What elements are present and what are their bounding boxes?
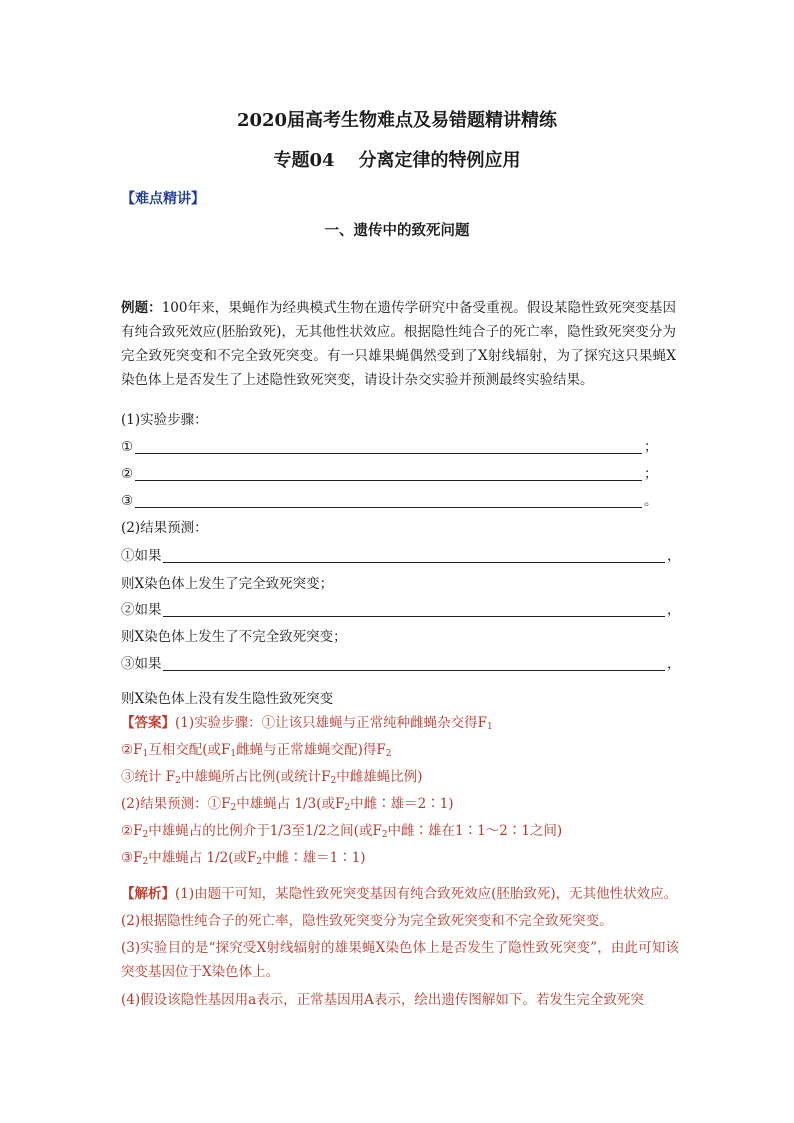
answer-line-5: $②F_2$中雄蝇占的比例介于1/3至1/2之间(或$F_2$中雌∶雄在1∶1～2∶1之间) bbox=[121, 823, 563, 840]
step-number: ① bbox=[121, 439, 134, 455]
step-row-3 bbox=[121, 491, 661, 511]
answer-line-2: $②F_1$互相交配(或$F_1$雌蝇与正常雄蝇交配)得$F_2$ bbox=[121, 742, 392, 759]
step-row-1 bbox=[121, 437, 661, 457]
step-number: ② bbox=[121, 466, 134, 482]
answer-blank bbox=[135, 507, 642, 508]
prediction-end-mark: ， bbox=[667, 548, 681, 564]
prediction-row-2 bbox=[121, 600, 681, 620]
step-end-mark: 。 bbox=[644, 493, 658, 509]
step-end-mark: ； bbox=[644, 466, 658, 482]
answer-blank bbox=[135, 480, 642, 481]
prediction-result-3: 则X染色体上没有发生隐性致死突变 bbox=[121, 691, 334, 707]
answer-blank bbox=[163, 562, 665, 563]
prediction-label: ③如果 bbox=[121, 656, 162, 672]
prediction-result-2: 则X染色体上发生了不完全致死突变； bbox=[121, 629, 347, 645]
answer-line-1: 【答案】(1)实验步骤：①让该只雄蝇与正常纯种雌蝇杂交得$F_1$ bbox=[121, 715, 493, 732]
answer-line-3: ③统计 $F_2$中雄蝇所占比例(或统计$F_2$中雌雄蝇比例) bbox=[121, 769, 423, 786]
example-paragraph bbox=[121, 296, 676, 392]
step-number: ③ bbox=[121, 493, 134, 509]
prediction-row-1 bbox=[121, 546, 681, 566]
prediction-row-3 bbox=[121, 654, 681, 674]
prediction-label: ①如果 bbox=[121, 548, 162, 564]
document-title: 2020届高考生物难点及易错题精讲精练 bbox=[236, 110, 558, 131]
answer-tag: 【答案】 bbox=[121, 715, 175, 731]
section-tag: 【难点精讲】 bbox=[121, 191, 205, 207]
analysis-paragraph-1: 【解析】(1)由题干可知，某隐性致死突变基因有纯合致死效应(胚胎致死)，无其他性状效应。 bbox=[121, 886, 678, 902]
answer-line-6: $③F_2$中雄蝇占 1/2(或$F_2$中雌∶雄＝1∶1) bbox=[121, 850, 366, 867]
answer-line-4: (2)结果预测：$①F_2$中雄蝇占 1/3(或$F_2$中雌∶雄＝2∶1) bbox=[121, 796, 454, 813]
analysis-paragraph-4: (4)假设该隐性基因用a表示，正常基因用A表示，绘出遗传图解如下。若发生完全致死突 bbox=[121, 992, 644, 1008]
answer-blank bbox=[163, 616, 665, 617]
answer-blank bbox=[135, 453, 642, 454]
example-text: 100年来，果蝇作为经典模式生物在遗传学研究中备受重视。假设某隐性致死突变基因有纯合致死效应(胚胎致死)，无其他性状效应。根据隐性纯合子的死亡率，隐性致死突变分为完全致死突变和不完全致死突变。有一只雄果蝇偶然受到了X射线辐射，为了探究这只果蝇X染色体上是否发生了上述隐性致死突变，请设计杂交实验并预测最终实验结果。 bbox=[121, 300, 676, 388]
analysis-paragraph-2: (2)根据隐性纯合子的死亡率，隐性致死突变分为完全致死突变和不完全致死突变。 bbox=[121, 913, 613, 929]
answer-blank bbox=[163, 670, 665, 671]
prediction-end-mark: ， bbox=[667, 602, 681, 618]
analysis-tag: 【解析】 bbox=[121, 886, 175, 902]
predictions-heading: (2)结果预测： bbox=[121, 520, 208, 536]
prediction-end-mark: ， bbox=[667, 656, 681, 672]
steps-heading: (1)实验步骤： bbox=[121, 412, 208, 428]
prediction-label: ②如果 bbox=[121, 602, 162, 618]
topic-name: 分离定律的特例应用 bbox=[358, 150, 521, 171]
analysis-paragraph-3: (3)实验目的是“探究受X射线辐射的雄果蝇X染色体上是否发生了隐性致死突变”，由此可知该突变基因位于X染色体上。 bbox=[121, 940, 679, 980]
prediction-result-1: 则X染色体上发生了完全致死突变； bbox=[121, 576, 334, 592]
example-label: 例题： bbox=[121, 300, 162, 316]
step-row-2 bbox=[121, 464, 661, 484]
step-end-mark: ； bbox=[644, 439, 658, 455]
section-title: 一、遗传中的致死问题 bbox=[324, 222, 470, 239]
topic-title bbox=[0, 146, 794, 172]
topic-number: 专题04 bbox=[273, 150, 335, 171]
